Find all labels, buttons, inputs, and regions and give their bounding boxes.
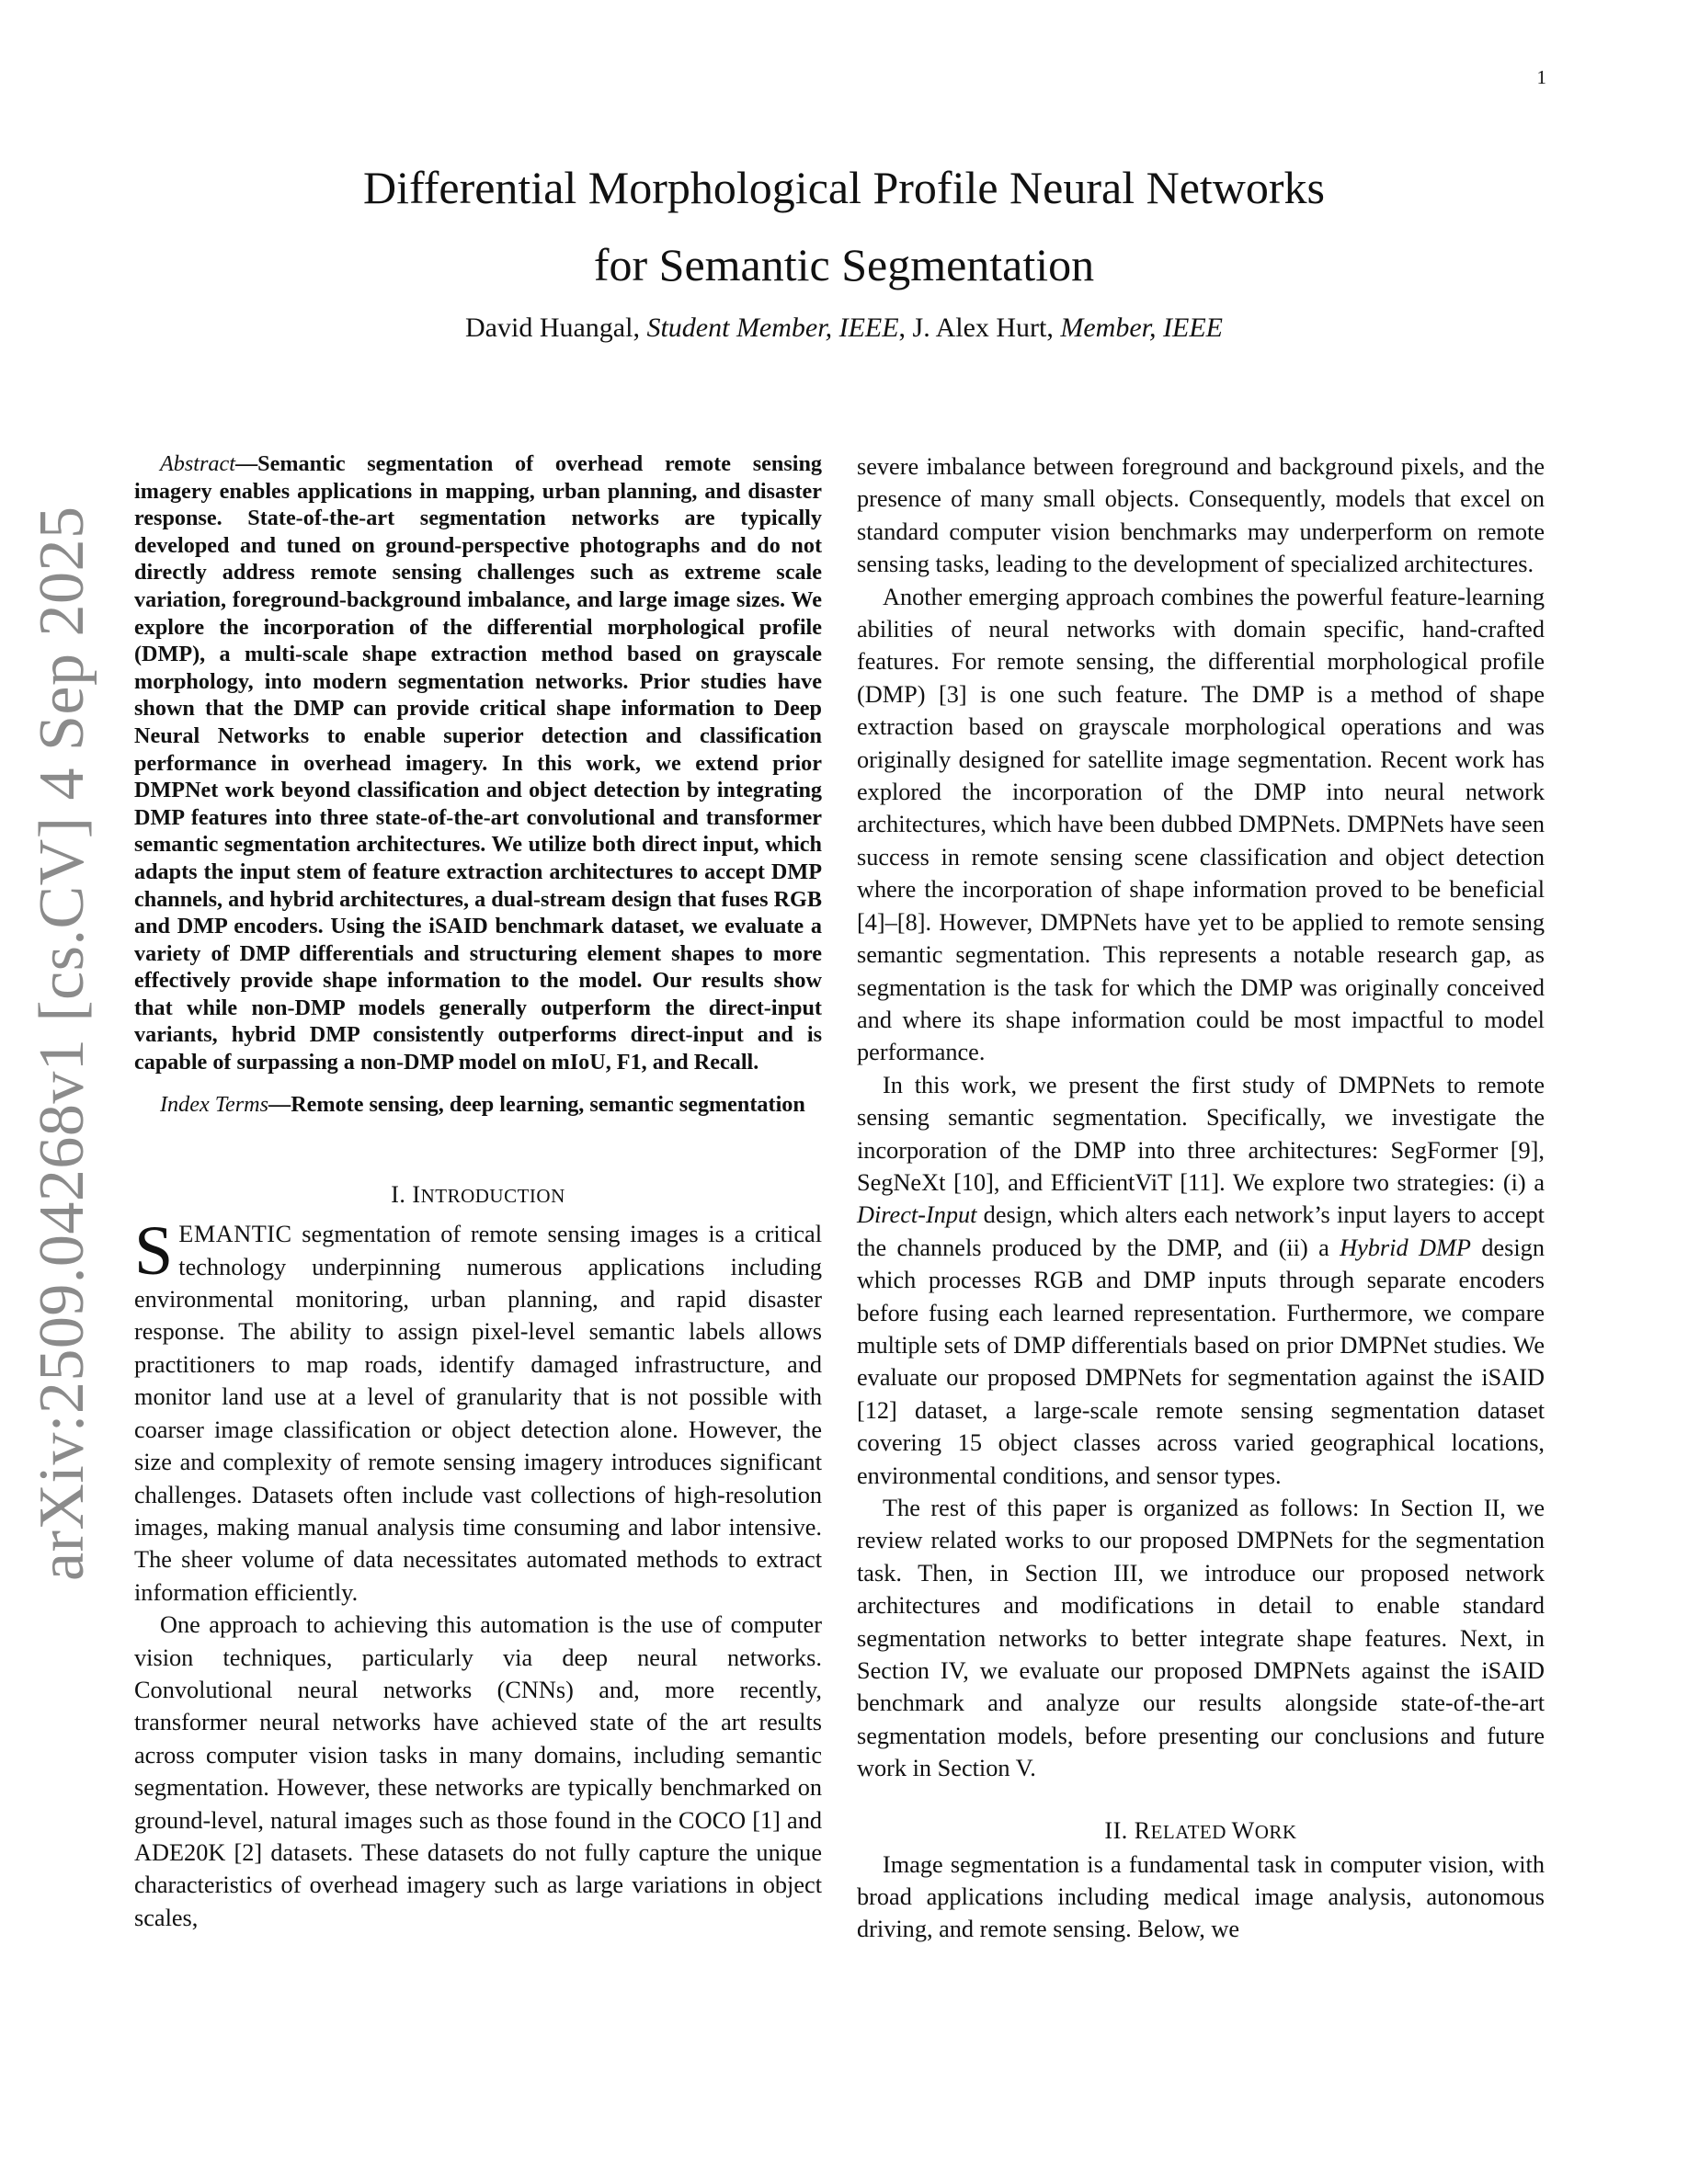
section-heading-introduction (134, 1178, 822, 1212)
term-hybrid-dmp: Hybrid DMP (1340, 1234, 1471, 1261)
intro-paragraph-2-continued: severe imbalance between foreground and background pixels, and the presence of many small objects. Consequently, models that excel on standard computer vision benchmarks may underperform on remote sensing tasks, leading to the development of specialized architectures. (857, 453, 1545, 578)
intro-paragraph-1 (134, 1212, 822, 1609)
author-1-role: Student Member, IEEE (646, 313, 899, 343)
section-heading-related-work (857, 1814, 1545, 1848)
drop-cap: S (134, 1212, 174, 1291)
abstract-label: Abstract (160, 451, 235, 476)
section-initial: I (412, 1181, 421, 1209)
intro-paragraph-5: The rest of this paper is organized as follows: In Section II, we review related works to our proposed DMPNets for the segmentation task. Then, in Section III, we introduce our proposed network architectures and modifications in detail to enable standard segmentation networks to better integrate shape features. Next, in Section IV, we evaluate our proposed DMPNets against the iSAID benchmark and analyze our results alongside state-of-the-art segmentation models, before presenting our conclusions and future work in Section V. (857, 1495, 1545, 1782)
index-terms-label: Index Terms (160, 1091, 269, 1117)
section-numeral: II. (1104, 1816, 1135, 1844)
page-number: 1 (1536, 66, 1546, 88)
author-2-role: Member, IEEE (1060, 313, 1223, 343)
index-terms-text: —Remote sensing, deep learning, semantic segmentation (268, 1091, 805, 1117)
intro-paragraph-4 (857, 1069, 1545, 1492)
section-title-rest: ELATED (1150, 1820, 1232, 1843)
intro-paragraph-4-part-b: design, which alters each network’s input layers to accept the channels produced by the DMP, and (ii) a (857, 1201, 1545, 1261)
section-title-rest: ORK (1254, 1820, 1297, 1843)
right-column (857, 450, 1545, 1946)
term-direct-input: Direct-Input (857, 1201, 977, 1229)
paper-title (0, 149, 1688, 303)
arxiv-identifier-stamp: arXiv:2509.04268v1 [cs.CV] 4 Sep 2025 (27, 506, 97, 1581)
related-work-paragraph-1: Image segmentation is a fundamental task in computer vision, with broad applications including medical image analysis, autonomous driving, and remote sensing. Below, we (857, 1850, 1545, 1943)
intro-paragraph-2: One approach to achieving this automation is the use of computer vision techniques, particularly via deep neural networks. Convolutional neural networks (CNNs) and, more recently, transformer neural networks have achieved state of the art results across computer vision tasks in many domains, including semantic segmentation. However, these networks are typically benchmarked on ground-level, natural images such as those found in the COCO [1] and ADE20K [2] datasets. These datasets do not fully capture the unique characteristics of overhead imagery such as large variations in object scales, (134, 1611, 822, 1931)
author-separator: , (898, 313, 907, 343)
left-column (134, 450, 822, 1934)
intro-first-word: EMANTIC (178, 1221, 292, 1248)
author-2-name: J. Alex Hurt, (912, 313, 1054, 343)
index-terms (134, 1091, 822, 1119)
author-1-name: David Huangal, (465, 313, 640, 343)
section-initial: R (1134, 1816, 1151, 1844)
title-line-2: for Semantic Segmentation (593, 239, 1095, 290)
section-numeral: I. (391, 1181, 413, 1209)
abstract-text: —Semantic segmentation of overhead remote sensing imagery enables applications in mapping, urban planning, and disaster response. State-of-the-art segmentation networks are typically developed and tuned on ground-perspective photographs and do not directly address remote sensing challenges such as extreme scale variation, foreground-background imbalance, and large image sizes. We explore the incorporation of the differential morphological profile (DMP), a multi-scale shape extraction method based on grayscale morphology, into modern segmentation networks. Prior studies have shown that the DMP can provide critical shape information to Deep Neural Networks to enable superior detection and classification performance in overhead imagery. In this work, we extend prior DMPNet work beyond classification and object detection by integrating DMP features into three state-of-the-art convolutional and transformer semantic segmentation architectures. We utilize both direct input, which adapts the input stem of feature extraction architectures to accept DMP channels, and hybrid architectures, a dual-stream design that fuses RGB and DMP encoders. Using the iSAID benchmark dataset, we evaluate a variety of DMP differentials and structuring element shapes to more effectively provide shape information to the model. Our results show that while non-DMP models generally outperform the direct-input variants, hybrid DMP consistently outperforms direct-input and is capable of surpassing a non-DMP model on mIoU, F1, and Recall. (134, 451, 822, 1075)
section-initial: W (1231, 1816, 1255, 1844)
intro-paragraph-4-part-a: In this work, we present the first study of DMPNets to remote sensing semantic segmentation. Specifically, we investigate the incorporation of the DMP into three architectures: SegFormer [9], SegNeXt [10], and EfficientViT [11]. We explore two strategies: (i) a (857, 1071, 1545, 1196)
intro-paragraph-1-text: segmentation of remote sensing images is a critical technology underpinning numerous applications including environmental monitoring, urban planning, and rapid disaster response. The ability to assign pixel-level semantic labels allows practitioners to map roads, identify damaged infrastructure, and monitor land use at a level of granularity that is not possible with coarser image classification or object detection alone. However, the size and complexity of remote sensing imagery introduces significant challenges. Datasets often include vast collections of high-resolution images, making manual analysis time consuming and labor intensive. The sheer volume of data necessitates automated methods to extract information efficiently. (134, 1221, 822, 1606)
intro-paragraph-3: Another emerging approach combines the powerful feature-learning abilities of neural networks with domain specific, hand-crafted features. For remote sensing, the differential morphological profile (DMP) [3] is one such feature. The DMP is a method of shape extraction based on grayscale morphological operations and was originally designed for satellite image segmentation. Recent work has explored the incorporation of the DMP into neural network architectures, which have been dubbed DMPNets. DMPNets have seen success in remote sensing scene classification and object detection where the incorporation of shape information proved to be beneficial [4]–[8]. However, DMPNets have yet to be applied to remote sensing semantic segmentation. This represents a notable research gap, as segmentation is the task for which the DMP was originally conceived and where its shape information could be most impactful to model performance. (857, 583, 1545, 1066)
abstract (134, 450, 822, 1076)
intro-paragraph-4-part-c: design which processes RGB and DMP inputs through separate encoders before fusing each learned representation. Furthermore, we compare multiple sets of DMP differentials based on prior DMPNet studies. We evaluate our proposed DMPNets for segmentation against the iSAID [12] dataset, a large-scale remote sensing segmentation dataset covering 15 object classes across varied geographical locations, environmental conditions, and sensor types. (857, 1234, 1545, 1489)
section-title-rest: NTRODUCTION (420, 1185, 565, 1208)
title-line-1: Differential Morphological Profile Neural Networks (363, 162, 1325, 213)
author-list (0, 313, 1688, 344)
